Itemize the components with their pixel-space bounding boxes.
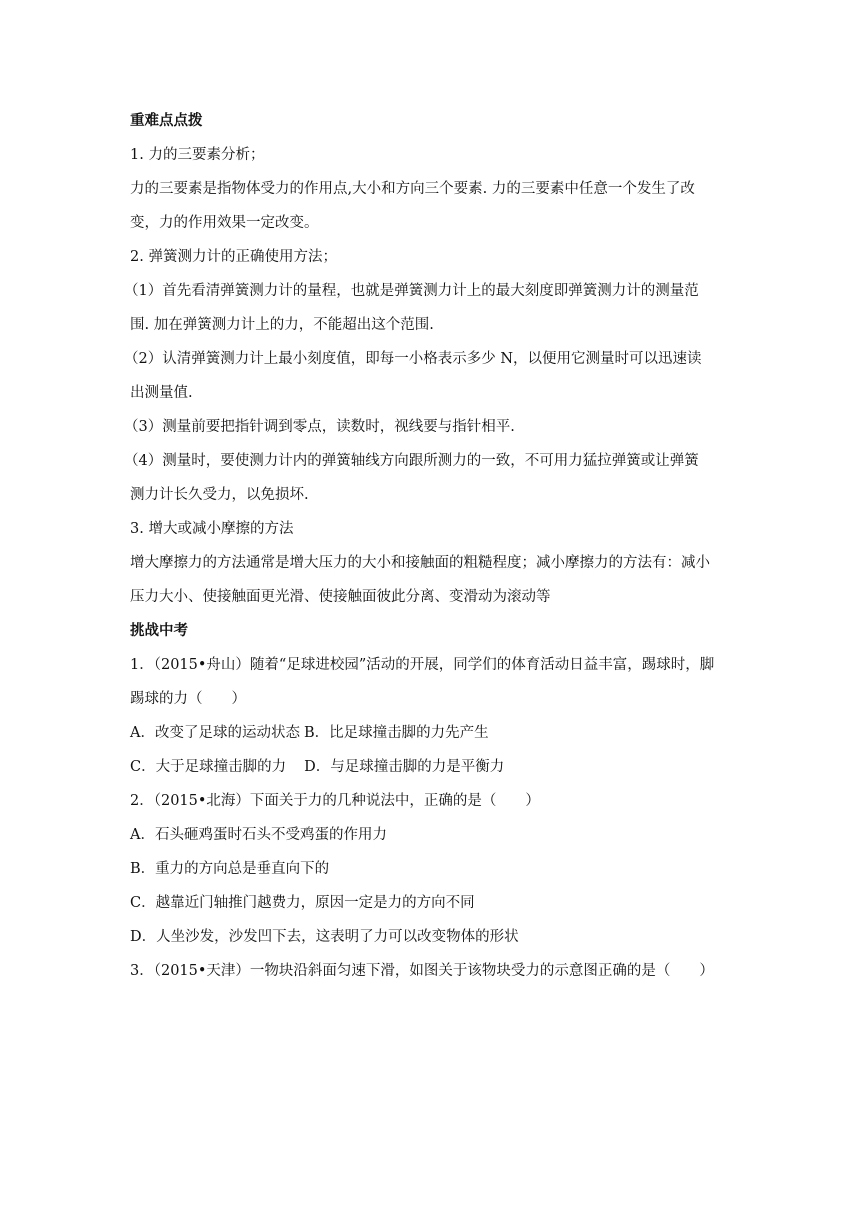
point-2-item-2-line-2: 出测量值. [130,385,193,401]
point-2-item-1-line-2: 围. 加在弹簧测力计上的力，不能超出这个范围. [130,317,434,333]
question-1-options-cd [130,750,730,784]
point-2-item-3-line-1: （3）测量前要把指针调到零点，读数时，视线要与指针相平. [124,419,515,435]
point-3-text-line-1: 增大摩擦力的方法通常是增大压力的大小和接触面的粗糙程度；减小摩擦力的方法有：减小 [130,555,710,571]
point-1-heading: 1. 力的三要素分析； [130,147,265,163]
section-title-challenge: 挑战中考 [130,623,188,639]
point-3-text-line-2: 压力大小、使接触面更光滑、使接触面彼此分离、变滑动为滚动等 [130,589,551,605]
question-2-option-d: D．人坐沙发，沙发凹下去，这表明了力可以改变物体的形状 [130,929,519,945]
question-1-line-1: 1．（2015•舟山）随着“足球进校园”活动的开展，同学们的体育活动日益丰富，踢球时，脚 [130,657,715,673]
question-2-option-a: A．石头砸鸡蛋时石头不受鸡蛋的作用力 [130,827,387,843]
document-page [124,104,730,988]
point-2-heading: 2. 弹簧测力计的正确使用方法； [130,249,337,265]
question-3-line-1: 3．（2015•天津）一物块沿斜面匀速下滑，如图关于该物块受力的示意图正确的是（ ） [130,963,714,979]
point-2-item-1-line-1: （1）首先看清弹簧测力计的量程，也就是弹簧测力计上的最大刻度即弹簧测力计的测量范 [124,283,699,299]
point-3-heading: 3. 增大或减小摩擦的方法 [130,521,294,537]
point-2-item-4-line-2: 测力计长久受力，以免损坏. [130,487,309,503]
question-1-option-c: C．大于足球撞击脚的力 [130,759,287,775]
question-2-option-c: C．越靠近门轴推门越费力，原因一定是力的方向不同 [130,895,475,911]
question-1-options-ab [130,716,730,750]
question-1-option-d: D．与足球撞击脚的力是平衡力 [304,759,505,775]
question-1-line-2: 踢球的力（ ） [130,691,246,707]
point-2-item-4-line-1: （4）测量时，要使测力计内的弹簧轴线方向跟所测力的一致，不可用力猛拉弹簧或让弹簧 [124,453,699,469]
section-title-key-points: 重难点点拨 [130,113,203,129]
point-1-text-line-1: 力的三要素是指物体受力的作用点,大小和方向三个要素. 力的三要素中任意一个发生了改 [130,181,695,197]
point-2-item-2-line-1: （2）认清弹簧测力计上最小刻度值，即每一小格表示多少 N，以便用它测量时可以迅速读 [124,351,702,367]
point-1-text-line-2: 变，力的作用效果一定改变。 [130,215,319,231]
question-2-line-1: 2．（2015•北海）下面关于力的几种说法中，正确的是（ ） [130,793,540,809]
question-1-option-a: A．改变了足球的运动状态 [130,725,300,741]
question-2-option-b: B．重力的方向总是垂直向下的 [130,861,330,877]
question-1-option-b: B．比足球撞击脚的力先产生 [303,725,489,741]
